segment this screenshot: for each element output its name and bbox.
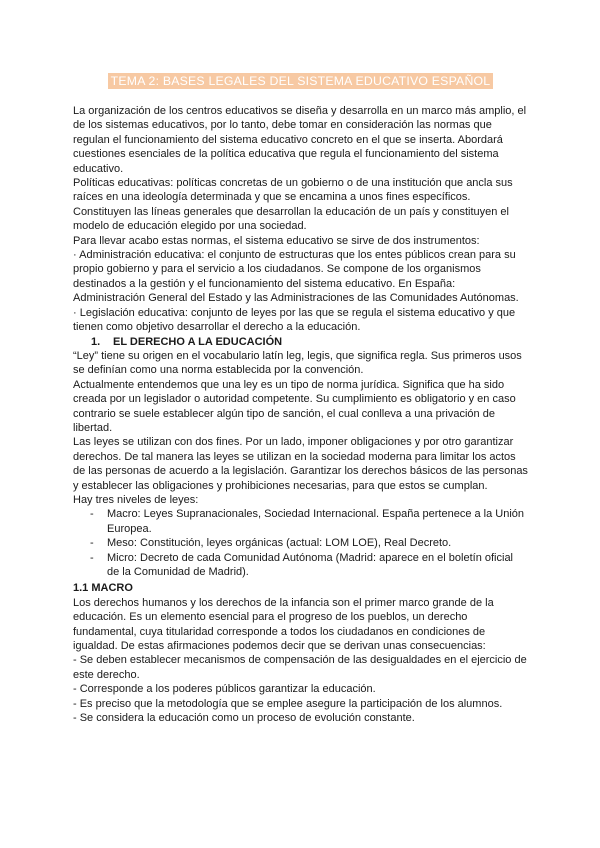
section-1-paragraph: Actualmente entendemos que una ley es un tipo de norma jurídica. Significa que ha sido creada por un legislador o autoridad competente. Su cumplimiento es obligatorio y en caso contrario se suele establecer algún tipo de sanción, el cual conlleva a una privación de libertad. <box>73 378 516 434</box>
list-item <box>73 507 528 536</box>
section-1-1-heading: 1.1 MACRO <box>73 582 133 595</box>
section-1-1-paragraph: - Se deben establecer mecanismos de compensación de las desigualdades en el ejercicio de este derecho. <box>73 654 527 681</box>
section-1-paragraph: Hay tres niveles de leyes: <box>73 493 199 506</box>
section-1-title: EL DERECHO A LA EDUCACIÓN <box>113 335 283 348</box>
document-page <box>73 72 528 725</box>
list-dash: - <box>90 551 94 564</box>
title-highlight: TEMA 2: BASES LEGALES DEL SISTEMA EDUCATIVO ESPAÑOL <box>108 73 494 89</box>
section-1-heading <box>91 335 528 349</box>
list-item <box>73 551 528 580</box>
section-1-1-paragraph: Los derechos humanos y los derechos de la infancia son el primer marco grande de la educación. Es un elemento esencial para el progreso de los pueblos, un derecho fundamental, cuya titularidad corresponde a todos los ciudadanos en condiciones de igualdad. De estas afirmaciones podemos decir que se derivan unas consecuencias: <box>73 596 494 653</box>
document-title <box>73 72 528 90</box>
section-1-1-paragraph: - Es preciso que la metodología que se emplee asegure la participación de los alumnos. <box>73 697 503 710</box>
list-item-text: Macro: Leyes Supranacionales, Sociedad Internacional. España pertenece a la Unión Europea. <box>107 508 525 535</box>
section-1-1-paragraph: - Se considera la educación como un proceso de evolución constante. <box>73 712 415 725</box>
section-1-paragraph: Las leyes se utilizan con dos fines. Por un lado, imponer obligaciones y por otro garantizar derechos. De tal manera las leyes se utilizan en la sociedad moderna para limitar los actos de las personas de acuerdo a la legislación. Garantizar los derechos básicos de las personas y establecer las obligaciones y prohibiciones necesarias, para que estos se cumplan. <box>73 436 528 492</box>
law-levels-list <box>73 507 528 579</box>
section-1-paragraph: “Ley” tiene su origen en el vocabulario latín leg, legis, que significa regla. Sus primeros usos se definían como una norma establecida por la convención. <box>73 349 522 377</box>
list-dash: - <box>90 537 94 550</box>
section-1-number: 1. <box>91 335 101 348</box>
list-item-text: Meso: Constitución, leyes orgánicas (actual: LOM LOE), Real Decreto. <box>107 537 452 550</box>
intro-paragraph: Para llevar acabo estas normas, el sistema educativo se sirve de dos instrumentos: <box>73 234 480 247</box>
section-1-1-paragraph: - Corresponde a los poderes públicos garantizar la educación. <box>73 683 376 696</box>
list-item-text: Micro: Decreto de cada Comunidad Autónoma (Madrid: aparece en el boletín oficial de la Comunidad de Madrid). <box>107 551 514 578</box>
intro-paragraph: · Administración educativa: el conjunto de estructuras que los entes públicos crean para su propio gobierno y para el servicio a los ciudadanos. Se compone de los organismos destinados a la gestión y el funcionamiento del sistema educativo. En España: Administración General del Estado y las Administraciones de las Comunidades Autónomas. <box>73 249 519 305</box>
list-dash: - <box>90 508 94 521</box>
list-item <box>73 536 528 550</box>
intro-paragraph: La organización de los centros educativos se diseña y desarrolla en un marco más amplio, el de los sistemas educativos, por lo tanto, debe tomar en consideración las normas que regulan el funcionamiento del sistema educativo concreto en el que se inserta. Abordará cuestiones esenciales de la política educativa que regula el funcionamiento del sistema educativo. <box>73 105 527 175</box>
intro-paragraph: Políticas educativas: políticas concretas de un gobierno o de una institución que ancla sus raíces en una ideología determinada y que se encamina a unos fines específicos. Constituyen las líneas generales que desarrollan la educación de un país y constituyen el modelo de educación elegido por una sociedad. <box>73 177 513 233</box>
intro-paragraph: · Legislación educativa: conjunto de leyes por las que se regula el sistema educativo y que tienen como objetivo desarrollar el derecho a la educación. <box>73 306 516 334</box>
